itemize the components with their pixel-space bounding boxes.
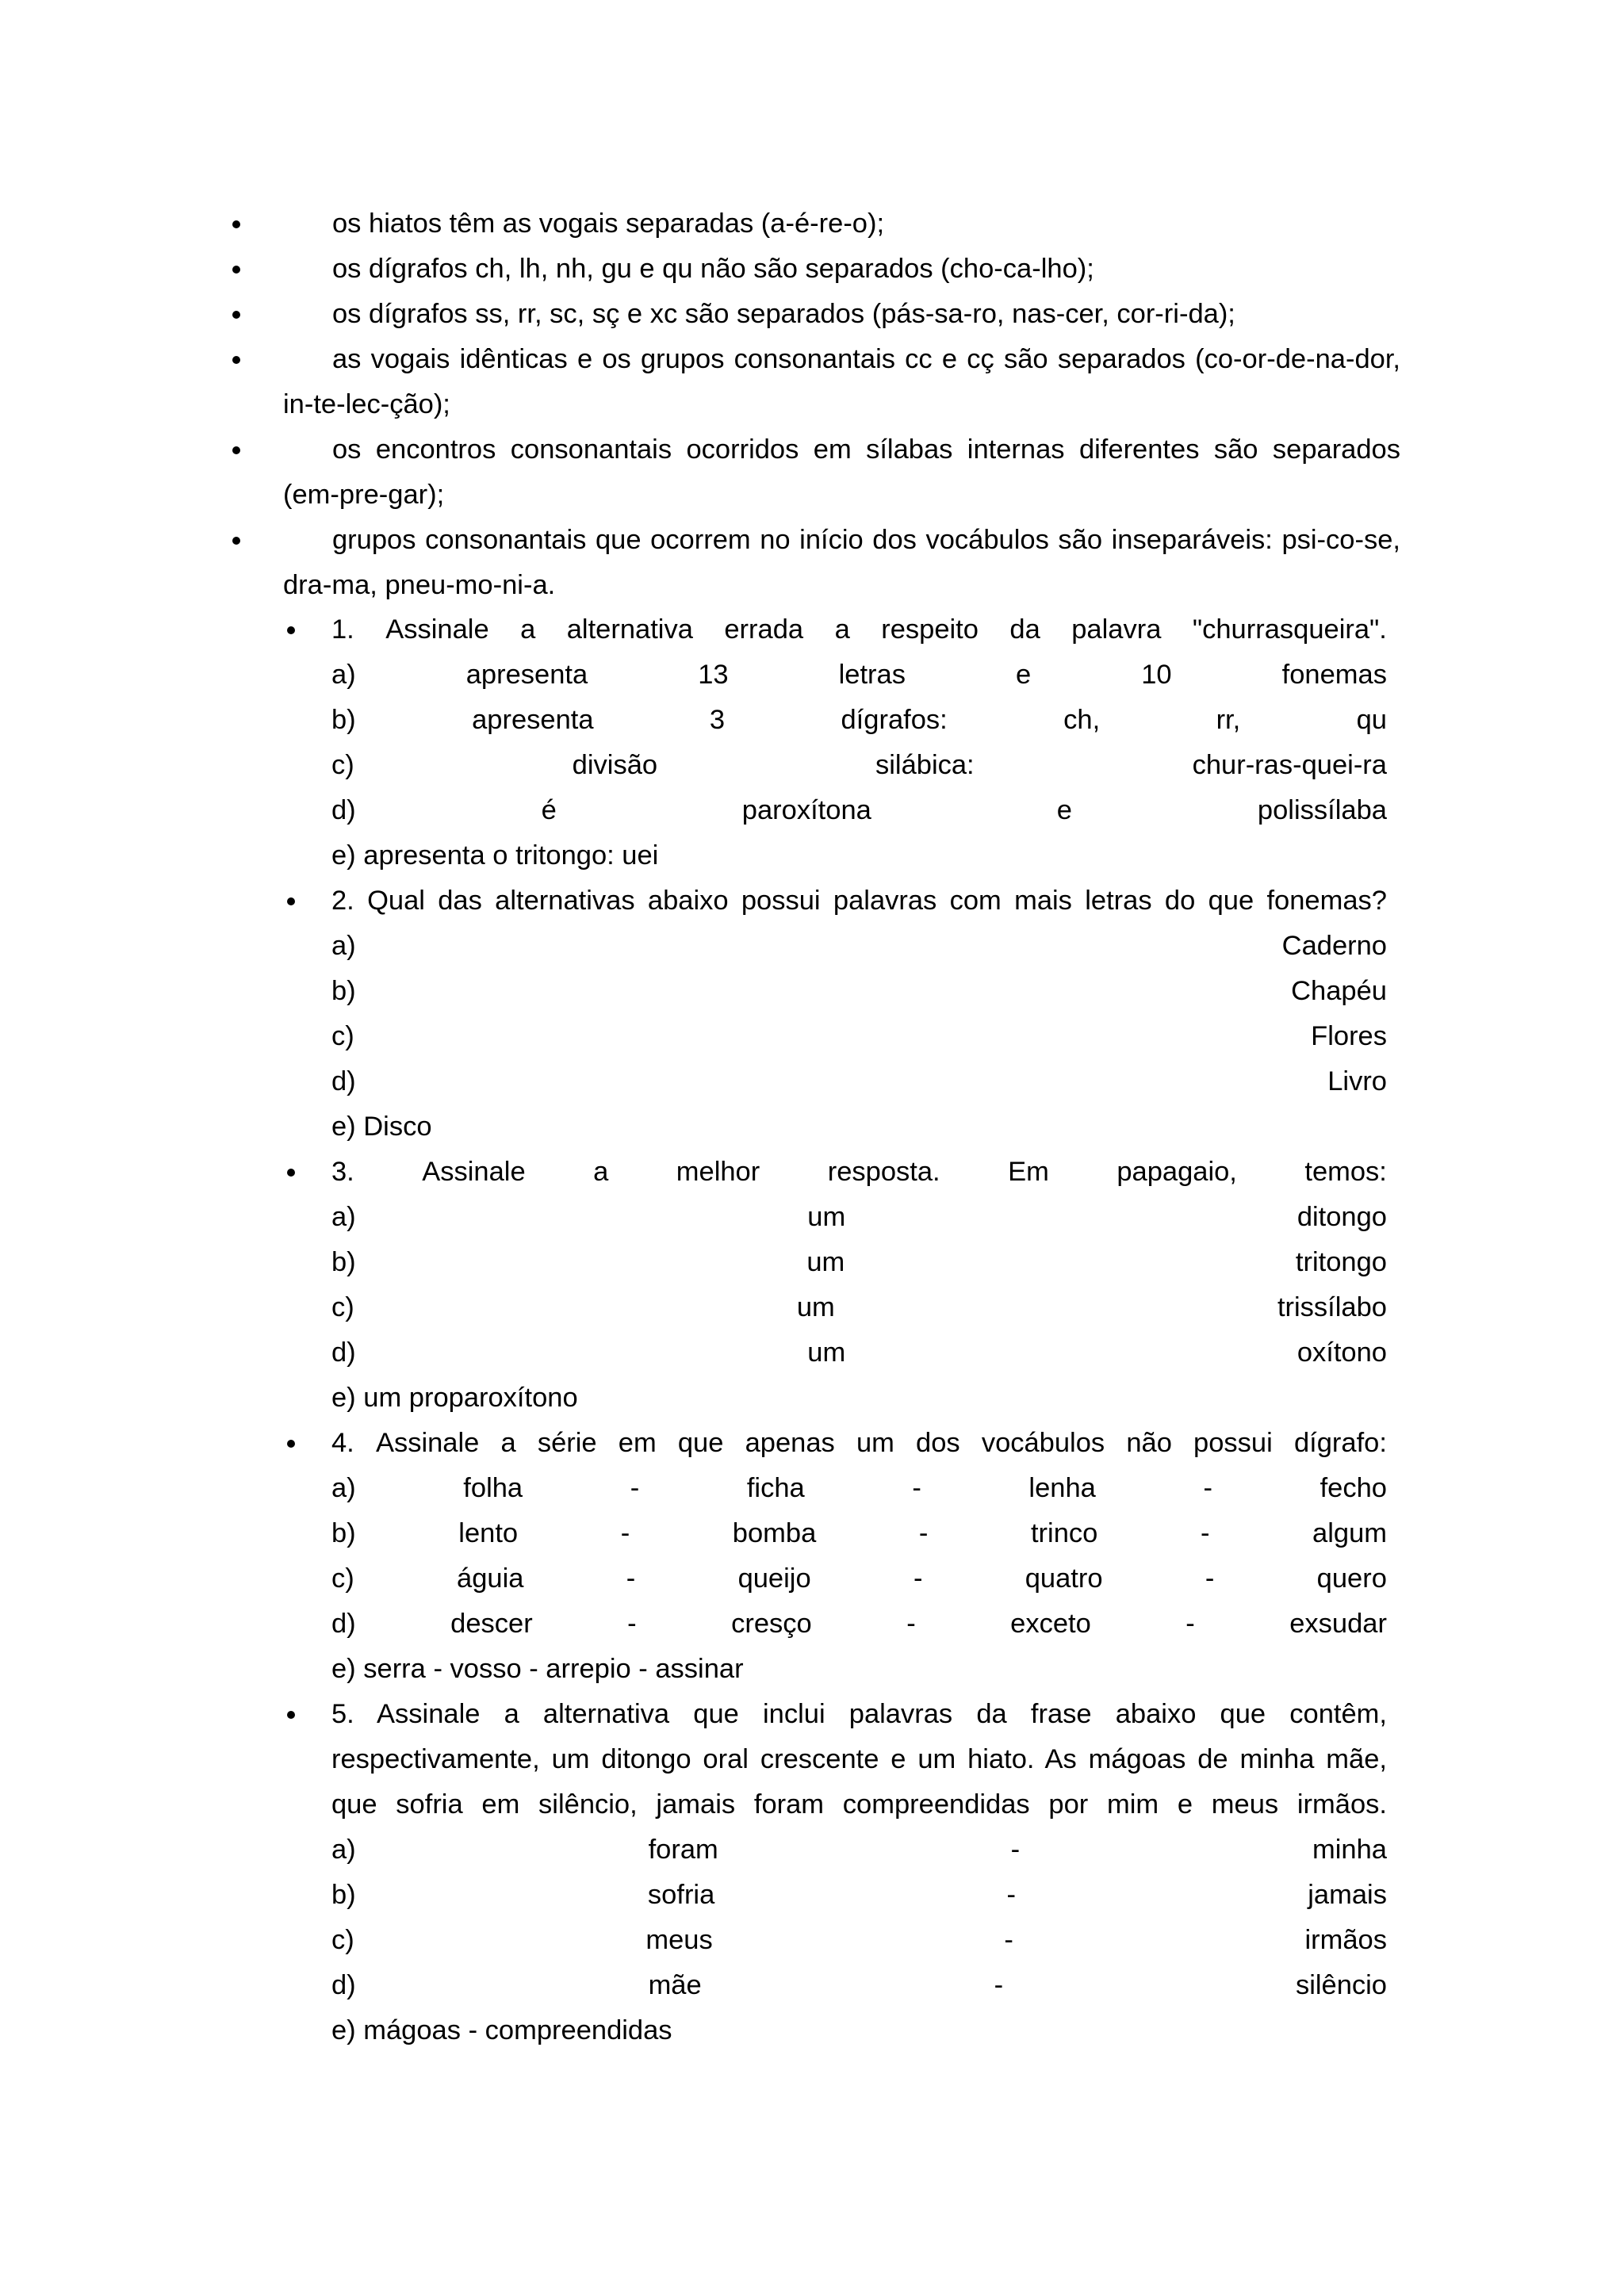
option-word: Chapéu	[1291, 976, 1387, 1006]
option-word: -	[1200, 1518, 1210, 1548]
stem-word: melhor	[676, 1157, 760, 1187]
stem-word: temos:	[1304, 1157, 1387, 1187]
question-item	[0, 1692, 1624, 2053]
stem-word: a	[500, 1428, 516, 1458]
rule-item	[0, 518, 1624, 608]
option-word: algum	[1312, 1518, 1387, 1548]
stem-word: vocábulos	[981, 1428, 1105, 1458]
option-letter: a)	[331, 1202, 356, 1232]
option-word: e	[1056, 795, 1072, 825]
stem-word: dígrafo:	[1293, 1428, 1387, 1458]
option-word: ch,	[1063, 705, 1101, 735]
bullet-icon	[287, 1150, 297, 1195]
answer-option	[331, 924, 1387, 969]
option-letter: b)	[331, 1247, 356, 1277]
rule-text: grupos consonantais que ocorrem no início dos vocábulos são inseparáveis: psi-co-se, dra-ma, pneu-mo-ni-a.	[283, 525, 1400, 600]
question-item	[0, 607, 1624, 878]
option-word: águia	[457, 1563, 524, 1594]
option-word: quero	[1316, 1563, 1387, 1594]
answer-option	[331, 788, 1387, 833]
option-word: exceto	[1010, 1609, 1091, 1639]
answer-option	[331, 1873, 1387, 1918]
option-letter: d)	[331, 1609, 356, 1639]
stem-word: 2.	[331, 886, 354, 916]
option-letter: d)	[331, 1066, 356, 1096]
option-letter: b)	[331, 1880, 356, 1910]
option-word: ficha	[746, 1473, 805, 1503]
question-item	[0, 1421, 1624, 1692]
option-letter: a)	[331, 1473, 356, 1503]
stem-word: errada	[724, 614, 804, 645]
option-text: e) Disco	[331, 1112, 432, 1142]
question-item	[0, 878, 1624, 1150]
option-word: -	[620, 1518, 630, 1548]
option-word: sofria	[647, 1880, 715, 1910]
option-word: -	[1185, 1609, 1195, 1639]
answer-option	[331, 1827, 1387, 1873]
bullet-icon	[232, 292, 242, 337]
question-stem	[331, 1421, 1387, 1466]
answer-option	[331, 1285, 1387, 1330]
questions-list	[0, 607, 1624, 2053]
option-word: é	[541, 795, 557, 825]
answer-option	[331, 1195, 1387, 1240]
question-stem	[331, 878, 1387, 924]
option-word: qu	[1356, 705, 1387, 735]
option-word: -	[1205, 1563, 1215, 1594]
option-word: bomba	[732, 1518, 817, 1548]
option-word: meus	[645, 1925, 713, 1955]
bullet-icon	[287, 1421, 297, 1466]
option-word: Flores	[1311, 1021, 1387, 1051]
option-word: 3	[709, 705, 726, 735]
stem-word: resposta.	[827, 1157, 940, 1187]
option-word: rr,	[1216, 705, 1241, 735]
answer-option	[331, 1601, 1387, 1647]
answer-option	[331, 1240, 1387, 1285]
rule-text: os dígrafos ch, lh, nh, gu e qu não são separados (cho-ca-lho);	[332, 254, 1094, 284]
option-word: mãe	[648, 1970, 702, 2000]
option-word: polissílaba	[1257, 795, 1387, 825]
option-word: um	[806, 1247, 845, 1277]
stem-word: mais	[1014, 886, 1072, 916]
option-word: jamais	[1308, 1880, 1387, 1910]
stem-word: Assinale	[375, 1428, 480, 1458]
option-word: lento	[458, 1518, 519, 1548]
option-letter: c)	[331, 1292, 354, 1322]
answer-option	[331, 833, 1387, 878]
option-word: cresço	[731, 1609, 812, 1639]
option-word: -	[626, 1563, 636, 1594]
option-word: -	[1203, 1473, 1212, 1503]
option-word: trissílabo	[1277, 1292, 1387, 1322]
syllable-rules-list	[0, 201, 1624, 608]
question-stem	[331, 607, 1387, 652]
bullet-icon	[232, 247, 242, 292]
option-word: -	[1006, 1880, 1017, 1910]
option-word: um	[807, 1202, 846, 1232]
stem-word: "churrasqueira".	[1192, 614, 1387, 645]
stem-word: a	[834, 614, 850, 645]
option-word: minha	[1312, 1835, 1387, 1865]
stem-word: um	[856, 1428, 894, 1458]
answer-option	[331, 698, 1387, 743]
option-text: e) mágoas - compreendidas	[331, 2015, 672, 2045]
answer-option	[331, 1059, 1387, 1104]
option-letter: d)	[331, 795, 356, 825]
stem-word: palavras	[833, 886, 937, 916]
stem-word: série	[537, 1428, 597, 1458]
bullet-icon	[232, 427, 242, 473]
answer-option	[331, 1330, 1387, 1376]
option-word: -	[912, 1473, 921, 1503]
option-word: um	[796, 1292, 835, 1322]
stem-word: Qual	[367, 886, 425, 916]
option-word: -	[1010, 1835, 1021, 1865]
stem-word: letras	[1085, 886, 1152, 916]
rule-item	[0, 337, 1624, 427]
option-word: folha	[463, 1473, 523, 1503]
option-word: -	[906, 1609, 916, 1639]
option-word: foram	[648, 1835, 718, 1865]
option-word: paroxítona	[741, 795, 871, 825]
answer-option	[331, 1511, 1387, 1556]
option-letter: c)	[331, 1563, 354, 1594]
bullet-icon	[287, 878, 297, 924]
answer-option	[331, 1556, 1387, 1601]
stem-word: não	[1126, 1428, 1172, 1458]
option-word: -	[913, 1563, 923, 1594]
answer-option	[331, 969, 1387, 1014]
answer-option	[331, 1466, 1387, 1511]
option-word: ditongo	[1297, 1202, 1387, 1232]
bullet-icon	[232, 518, 242, 563]
stem-word: alternativa	[566, 614, 693, 645]
stem-word: dos	[916, 1428, 960, 1458]
option-word: fecho	[1320, 1473, 1387, 1503]
rule-item	[0, 201, 1624, 247]
answer-option	[331, 652, 1387, 698]
stem-word: palavra	[1071, 614, 1162, 645]
bullet-icon	[232, 201, 242, 247]
stem-word: que	[1208, 886, 1254, 916]
bullet-icon	[287, 1692, 297, 1737]
option-word: 10	[1141, 660, 1172, 690]
stem-word: da	[1009, 614, 1040, 645]
question-item	[0, 1150, 1624, 1421]
option-word: um	[807, 1337, 846, 1368]
stem-word: Assinale	[385, 614, 489, 645]
option-text: e) apresenta o tritongo: uei	[331, 840, 659, 871]
stem-word: 4.	[331, 1428, 354, 1458]
stem-word: abaixo	[647, 886, 729, 916]
answer-option	[331, 1014, 1387, 1059]
rule-item	[0, 427, 1624, 518]
option-letter: a)	[331, 1835, 356, 1865]
option-word: letras	[838, 660, 906, 690]
option-word: exsudar	[1289, 1609, 1387, 1639]
option-word: descer	[450, 1609, 533, 1639]
stem-word: das	[438, 886, 482, 916]
option-word: dígrafos:	[841, 705, 948, 735]
option-word: fonemas	[1281, 660, 1387, 690]
option-text: e) um proparoxítono	[331, 1383, 578, 1413]
question-stem: 5. Assinale a alternativa que inclui palavras da frase abaixo que contêm, respectivamente, um ditongo oral crescente e um hiato. As mágoas de minha mãe, que sofria em silêncio, jamais foram compreendidas por mim e meus irmãos.	[331, 1699, 1387, 1820]
option-word: chur-ras-quei-ra	[1192, 750, 1387, 780]
answer-option	[331, 1963, 1387, 2008]
bullet-icon	[287, 607, 297, 652]
option-word: -	[1004, 1925, 1013, 1955]
option-word: queijo	[737, 1563, 811, 1594]
stem-word: que	[677, 1428, 724, 1458]
stem-word: respeito	[881, 614, 979, 645]
stem-word: Assinale	[422, 1157, 526, 1187]
stem-word: fonemas?	[1266, 886, 1387, 916]
option-word: silábica:	[875, 750, 975, 780]
stem-word: 1.	[331, 614, 354, 645]
option-letter: d)	[331, 1970, 356, 2000]
option-letter: c)	[331, 1925, 354, 1955]
answer-option	[331, 1104, 1387, 1150]
stem-word: alternativas	[495, 886, 635, 916]
option-word: -	[630, 1473, 640, 1503]
stem-word: do	[1164, 886, 1196, 916]
bullet-icon	[232, 337, 242, 382]
option-word: e	[1016, 660, 1032, 690]
option-word: -	[627, 1609, 637, 1639]
option-letter: b)	[331, 705, 356, 735]
option-word: irmãos	[1304, 1925, 1387, 1955]
stem-word: possui	[1193, 1428, 1273, 1458]
answer-option	[331, 1918, 1387, 1963]
option-word: quatro	[1025, 1563, 1103, 1594]
rule-text: os encontros consonantais ocorridos em sílabas internas diferentes são separados (em-pre-gar);	[283, 434, 1400, 510]
option-word: silêncio	[1295, 1970, 1387, 2000]
option-word: lenha	[1028, 1473, 1096, 1503]
answer-option	[331, 2008, 1387, 2053]
stem-word: apenas	[745, 1428, 835, 1458]
option-word: oxítono	[1297, 1337, 1387, 1368]
option-text: e) serra - vosso - arrepio - assinar	[331, 1654, 744, 1684]
option-word: Livro	[1327, 1066, 1387, 1096]
rule-text: os hiatos têm as vogais separadas (a-é-re-o);	[332, 209, 885, 239]
question-stem	[331, 1150, 1387, 1195]
option-word: apresenta	[465, 660, 588, 690]
option-letter: c)	[331, 750, 354, 780]
option-letter: c)	[331, 1021, 354, 1051]
option-letter: b)	[331, 1518, 356, 1548]
option-word: Caderno	[1281, 931, 1387, 961]
option-word: divisão	[572, 750, 658, 780]
stem-word: com	[949, 886, 1002, 916]
rule-item	[0, 292, 1624, 337]
stem-word: a	[593, 1157, 609, 1187]
rule-text: os dígrafos ss, rr, sc, sç e xc são separados (pás-sa-ro, nas-cer, cor-ri-da);	[332, 299, 1235, 329]
stem-word: 3.	[331, 1157, 354, 1187]
option-letter: b)	[331, 976, 356, 1006]
answer-option	[331, 1647, 1387, 1692]
rule-item	[0, 247, 1624, 292]
option-letter: a)	[331, 660, 356, 690]
option-word: 13	[698, 660, 729, 690]
stem-word: a	[520, 614, 536, 645]
option-word: trinco	[1030, 1518, 1098, 1548]
rule-text: as vogais idênticas e os grupos consonantais cc e cç são separados (co-or-de-na-dor, in-te-lec-ção);	[283, 344, 1400, 419]
stem-word: em	[618, 1428, 657, 1458]
option-word: tritongo	[1295, 1247, 1387, 1277]
stem-word: possui	[741, 886, 821, 916]
stem-word: papagaio,	[1116, 1157, 1237, 1187]
option-letter: a)	[331, 931, 356, 961]
answer-option	[331, 743, 1387, 788]
stem-word: Em	[1008, 1157, 1049, 1187]
answer-option	[331, 1376, 1387, 1421]
option-word: -	[918, 1518, 929, 1548]
option-word: -	[994, 1970, 1004, 2000]
option-letter: d)	[331, 1337, 356, 1368]
option-word: apresenta	[472, 705, 594, 735]
